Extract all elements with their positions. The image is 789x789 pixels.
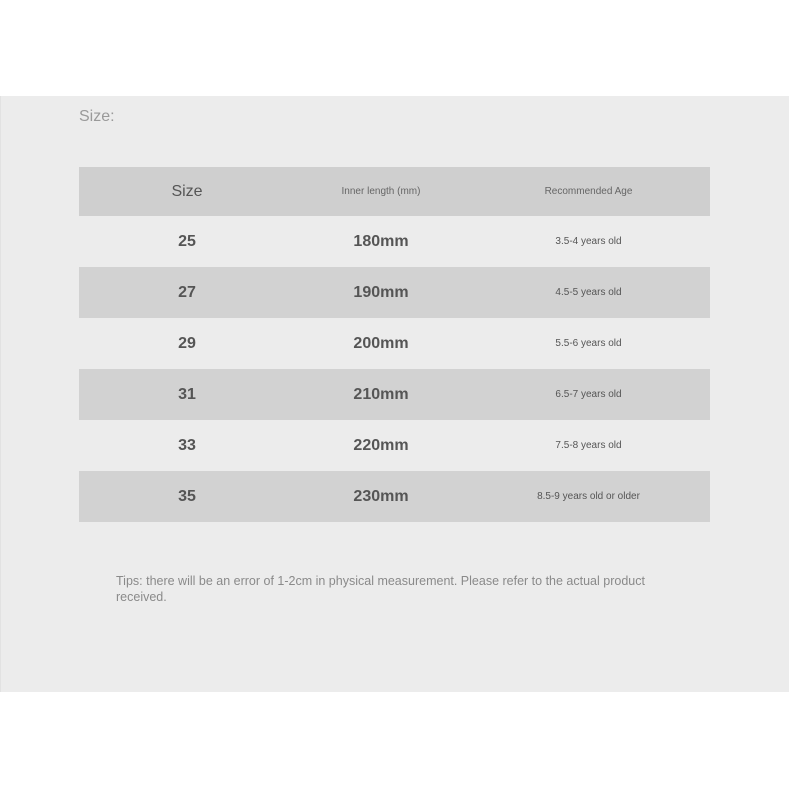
size-value: 29 — [178, 334, 196, 352]
header-inner-length: Inner length (mm) — [341, 186, 421, 197]
length-value: 200mm — [353, 334, 409, 352]
table-row — [79, 471, 710, 522]
size-value: 25 — [178, 232, 196, 250]
length-value: 220mm — [353, 436, 409, 454]
table-row — [79, 267, 710, 318]
length-value: 210mm — [353, 385, 409, 403]
age-value: 5.5-6 years old — [555, 338, 622, 349]
length-value: 180mm — [353, 232, 409, 250]
header-size: Size — [171, 182, 203, 200]
length-value: 190mm — [353, 283, 409, 301]
table-row — [79, 216, 710, 267]
size-chart-panel — [0, 96, 789, 692]
tips-note: Tips: there will be an error of 1-2cm in physical measurement. Please refer to the actual product received. — [116, 574, 645, 604]
size-value: 35 — [178, 487, 196, 505]
table-header-row — [79, 167, 710, 216]
length-value: 230mm — [353, 487, 409, 505]
table-row — [79, 369, 710, 420]
size-value: 33 — [178, 436, 196, 454]
age-value: 8.5-9 years old or older — [537, 491, 640, 502]
age-value: 7.5-8 years old — [555, 440, 622, 451]
size-title: Size: — [79, 108, 115, 125]
age-value: 4.5-5 years old — [555, 287, 622, 298]
header-recommended-age: Recommended Age — [544, 186, 633, 197]
age-value: 6.5-7 years old — [555, 389, 622, 400]
age-value: 3.5-4 years old — [555, 236, 622, 247]
table-row — [79, 420, 710, 471]
table-row — [79, 318, 710, 369]
size-value: 31 — [178, 385, 196, 403]
size-table — [79, 167, 710, 522]
size-value: 27 — [178, 283, 196, 301]
